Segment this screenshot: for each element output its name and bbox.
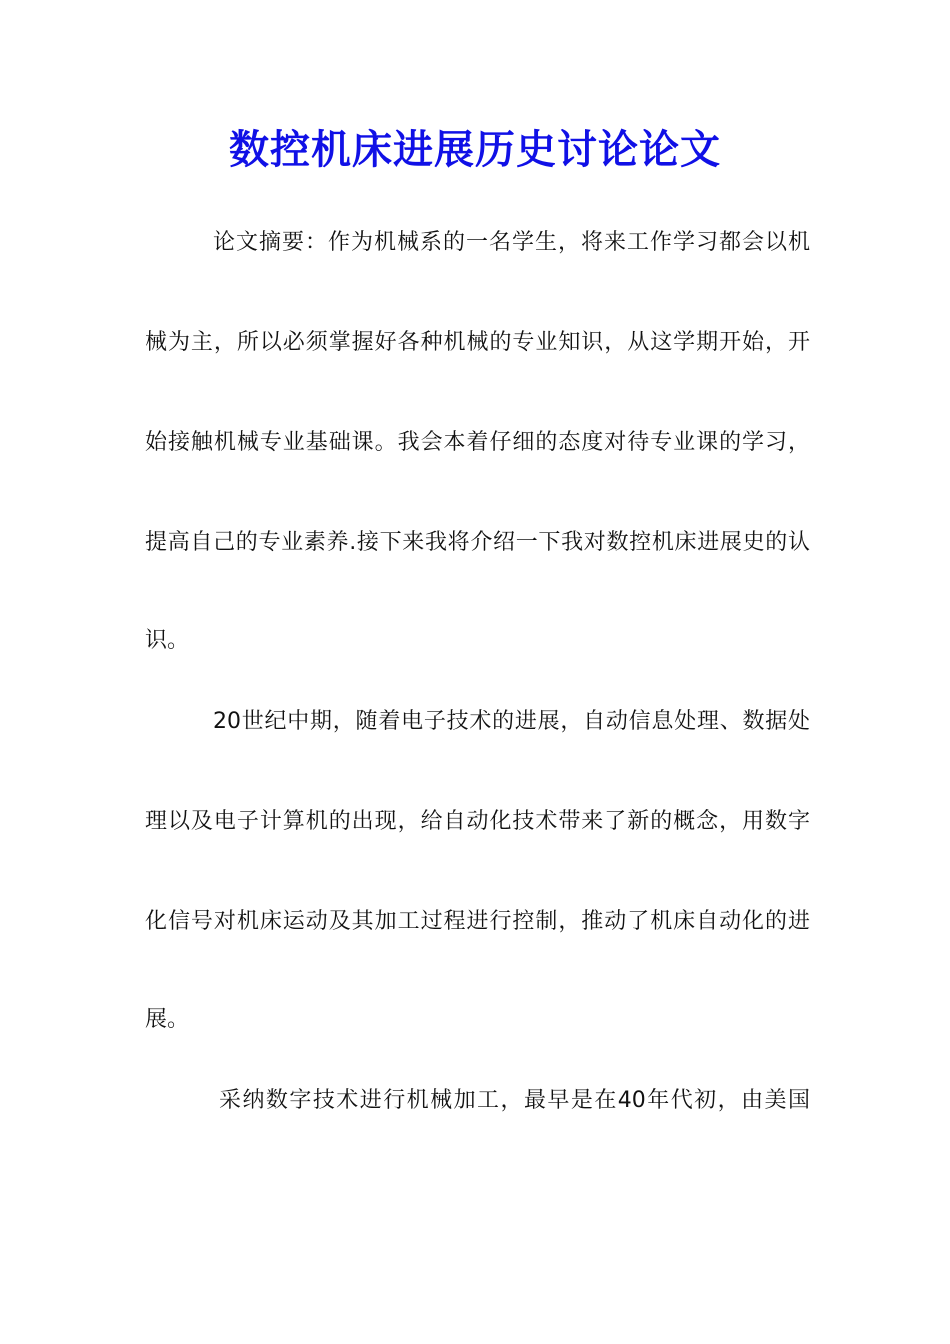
paragraph-1-line-3: 始接触机械专业基础课。我会本着仔细的态度对待专业课的学习，: [145, 430, 810, 455]
paragraph-1-line-4: 提高自己的专业素养.接下来我将介绍一下我对数控机床进展史的认: [145, 530, 810, 555]
paragraph-1-line-2: 械为主，所以必须掌握好各种机械的专业知识，从这学期开始，开: [145, 330, 810, 355]
paragraph-1-line-1: 论文摘要：作为机械系的一名学生，将来工作学习都会以机: [213, 230, 810, 255]
paragraph-2-line-3: 化信号对机床运动及其加工过程进行控制，推动了机床自动化的进: [145, 909, 810, 934]
paragraph-2-line-2: 理以及电子计算机的出现，给自动化技术带来了新的概念，用数字: [145, 809, 810, 834]
paragraph-1-line-5: 识。: [145, 628, 190, 653]
paragraph-2-line-1: 20世纪中期，随着电子技术的进展，自动信息处理、数据处: [213, 709, 810, 734]
document-title: 数控机床进展历史讨论论文: [229, 126, 721, 173]
paragraph-2-line-4: 展。: [145, 1007, 190, 1032]
paragraph-3-line-1: 采纳数字技术进行机械加工，最早是在40年代初，由美国: [219, 1088, 810, 1113]
